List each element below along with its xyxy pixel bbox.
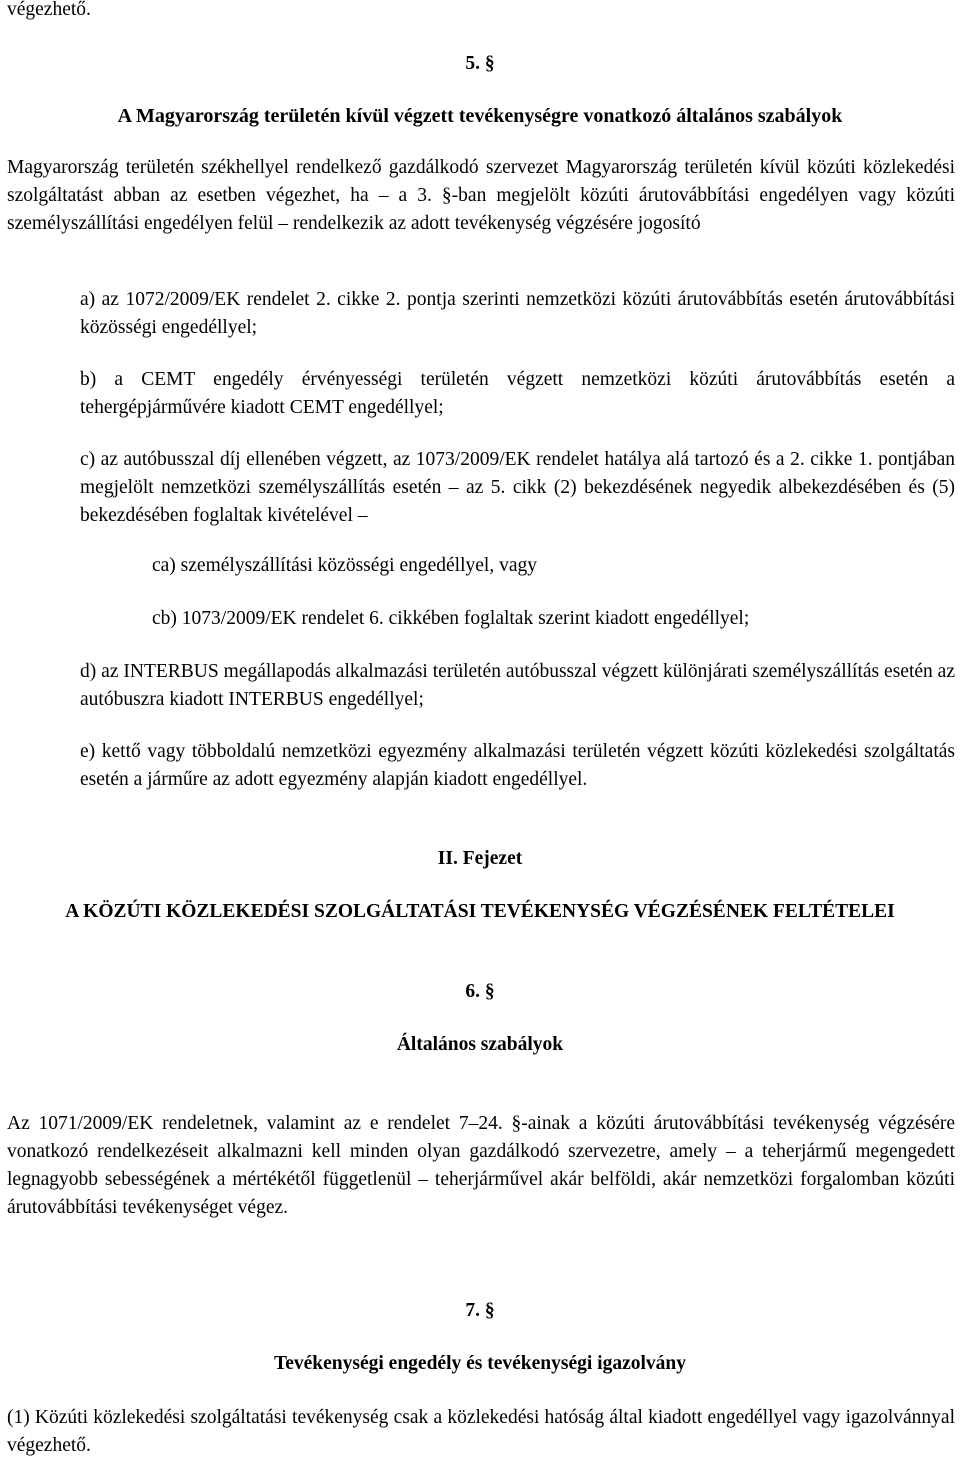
- chapter-2-title: A KÖZÚTI KÖZLEKEDÉSI SZOLGÁLTATÁSI TEVÉKENYSÉG VÉGZÉSÉNEK FELTÉTELEI: [65, 901, 895, 922]
- section-5-number: 5. §: [465, 53, 495, 74]
- item-b: b) a CEMT engedély érvényességi területén végzett nemzetközi közúti árutovábbítás esetén a tehergépjárművére kiadott CEMT engedéllyel;: [80, 369, 955, 418]
- item-e: e) kettő vagy többoldalú nemzetközi egyezmény alkalmazási területén végzett közúti közlekedési szolgáltatás esetén a járműre az adott egyezmény alapján kiadott engedéllyel.: [80, 741, 955, 790]
- item-a: a) az 1072/2009/EK rendelet 2. cikke 2. pontja szerinti nemzetközi közúti árutovábbítás esetén árutovábbítási közösségi engedéllyel;: [80, 289, 955, 338]
- section-5-intro: Magyarország területén székhellyel rendelkező gazdálkodó szervezet Magyarország területén kívül közúti közlekedési szolgáltatást abban az esetben végezhet, ha – a 3. §-ban megjelölt közúti árutovábbítási engedélyen vagy közúti személyszállítási engedélyen felül – rendelkezik az adott tevékenység végzésére jogosító: [7, 157, 955, 234]
- section-7-title: Tevékenységi engedély és tevékenységi igazolvány: [274, 1353, 686, 1374]
- section-7-number: 7. §: [465, 1300, 495, 1321]
- item-cb: cb) 1073/2009/EK rendelet 6. cikkében foglaltak szerint kiadott engedéllyel;: [152, 608, 750, 629]
- section-5-title: A Magyarország területén kívül végzett tevékenységre vonatkozó általános szabályok: [117, 105, 843, 127]
- section-6-text: Az 1071/2009/EK rendeletnek, valamint az e rendelet 7–24. §-ainak a közúti árutovábbítási tevékenység végzésére vonatkozó rendelkezéseit alkalmazni kell minden olyan gazdálkodó szervezetre, amely – a teherjármű megengedett legnagyobb sebességének a mértékétől függetlenül – teherjárművel akár belföldi, akár nemzetközi forgalomban közúti árutovábbítási tevékenységet végez.: [7, 1113, 955, 1218]
- section-7-text: (1) Közúti közlekedési szolgáltatási tevékenység csak a közlekedési hatóság által kiadott engedéllyel vagy igazolvánnyal végezhető.: [7, 1407, 955, 1456]
- top-fragment-text: végezhető.: [7, 0, 91, 20]
- item-ca: ca) személyszállítási közösségi engedéllyel, vagy: [152, 555, 537, 576]
- chapter-2-label: II. Fejezet: [437, 848, 523, 869]
- section-6-title: Általános szabályok: [396, 1034, 564, 1055]
- item-c: c) az autóbusszal díj ellenében végzett, az 1073/2009/EK rendelet hatálya alá tartozó és a 2. cikke 1. pontjában megjelölt nemzetközi személyszállítás esetén – az 5. cikk (2) bekezdésének negyedik albekezdésében és (5) bekezdésében foglaltak kivételével –: [80, 449, 955, 526]
- section-6-number: 6. §: [465, 981, 495, 1002]
- item-d: d) az INTERBUS megállapodás alkalmazási területén autóbusszal végzett különjárati személyszállítás esetén az autóbuszra kiadott INTERBUS engedéllyel;: [80, 661, 955, 710]
